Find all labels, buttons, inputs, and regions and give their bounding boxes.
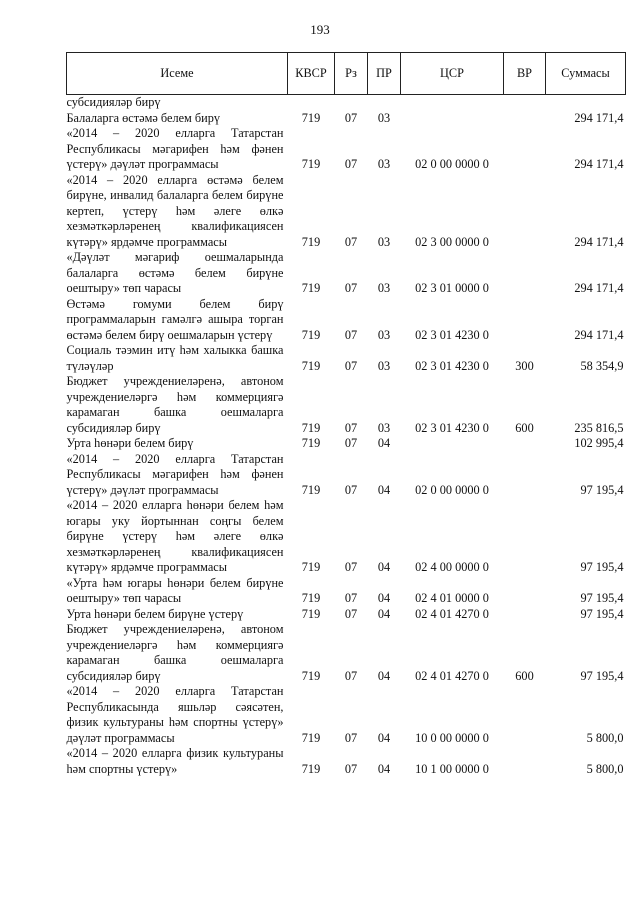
table-body (67, 95, 626, 778)
row-rz: 07 (344, 327, 358, 342)
row-sum: 5 800,0 (586, 761, 624, 776)
row-csr (401, 436, 504, 452)
row-pr: 04 (377, 668, 391, 683)
row-pr: 04 (377, 730, 391, 745)
row-kvsr: 719 (301, 110, 321, 125)
row-csr: 02 4 01 4270 0 (415, 606, 489, 621)
table-row (67, 297, 626, 344)
row-kvsr: 719 (301, 591, 321, 605)
row-csr: 10 1 00 0000 0 (415, 761, 489, 776)
table-row (67, 250, 626, 297)
row-sum: 235 816,5 (574, 420, 624, 435)
row-name: Урта һөнәри белем бирүне үстерү (66, 606, 244, 621)
row-pr: 03 (377, 358, 391, 373)
row-name: «2014 – 2020 елларга өстәмә белем бирүне, инвалид балаларга белем бирүне кертеп, үстерү һәм әлеге өлкә хезмәткәрләренең квалификациясен күтәрү» ярдәмче программасы (66, 172, 284, 249)
row-csr: 02 3 01 4230 0 (415, 420, 489, 435)
row-csr (401, 111, 504, 127)
row-vr: 600 (515, 420, 534, 435)
row-csr: 02 0 00 0000 0 (415, 482, 489, 497)
row-rz: 07 (344, 436, 358, 450)
row-kvsr: 719 (301, 234, 321, 249)
table-row (67, 374, 626, 436)
row-vr (504, 436, 546, 452)
row-csr: 02 3 01 4230 0 (415, 327, 489, 342)
table-row (67, 684, 626, 746)
row-kvsr: 719 (301, 606, 321, 621)
row-pr: 03 (377, 110, 391, 125)
row-pr: 03 (377, 234, 391, 249)
row-kvsr: 719 (301, 327, 321, 342)
row-sum: 97 195,4 (580, 560, 624, 574)
table-row (67, 111, 626, 127)
table-row (67, 343, 626, 374)
row-kvsr: 719 (301, 281, 321, 295)
header-vr: ВР (504, 53, 546, 95)
row-name: «2014 – 2020 елларга Татарстан Республикасы мәгарифен һәм фәнен үстерү» дәүләт программасы (66, 451, 284, 497)
row-sum: 294 171,4 (574, 234, 624, 249)
row-name: «2014 – 2020 елларга физик культураны һәм спортны үстерү» (66, 746, 284, 776)
row-sum (546, 95, 626, 111)
header-csr: ЦСР (401, 53, 504, 95)
row-kvsr: 719 (301, 668, 321, 683)
table-row (67, 173, 626, 251)
budget-table (66, 52, 626, 777)
table-row (67, 576, 626, 607)
row-rz (335, 95, 368, 111)
row-sum: 294 171,4 (574, 157, 624, 171)
row-name: Урта һөнәри белем бирү (66, 436, 194, 450)
table-row (67, 452, 626, 499)
row-kvsr: 719 (301, 420, 321, 435)
row-sum: 97 195,4 (580, 482, 624, 497)
row-pr: 03 (377, 281, 391, 295)
row-rz: 07 (344, 560, 358, 574)
row-sum: 294 171,4 (574, 327, 624, 342)
row-csr: 02 0 00 0000 0 (415, 157, 489, 171)
row-kvsr: 719 (301, 436, 321, 450)
row-kvsr: 719 (301, 761, 321, 776)
row-vr (504, 452, 546, 499)
row-vr (504, 576, 546, 607)
row-kvsr: 719 (301, 157, 321, 171)
row-name: «Дәүләт мәгариф оешмаларында балаларга өстәмә белем бирүне оештыру» төп чарасы (66, 250, 284, 295)
row-vr (504, 173, 546, 251)
row-rz: 07 (344, 234, 358, 249)
row-vr (504, 297, 546, 344)
row-vr (504, 607, 546, 623)
table-row (67, 126, 626, 173)
table-row (67, 607, 626, 623)
row-rz: 07 (344, 761, 358, 776)
row-vr (504, 498, 546, 576)
row-vr: 300 (515, 358, 534, 373)
row-vr (504, 746, 546, 777)
header-pr: ПР (368, 53, 401, 95)
row-name: «2014 – 2020 елларга Татарстан Республикасы мәгарифен һәм фәнен үстерү» дәүләт программасы (66, 126, 284, 171)
row-vr (504, 111, 546, 127)
row-sum: 294 171,4 (574, 110, 624, 125)
row-sum: 102 995,4 (574, 436, 624, 450)
row-csr: 10 0 00 0000 0 (415, 730, 489, 745)
row-sum: 97 195,4 (580, 606, 624, 621)
row-name: Өстәмә гомуми белем бирү программаларын гамәлгә ашыра торган өстәмә белем бирү оешмаларын үстерү (66, 296, 284, 342)
row-sum: 97 195,4 (580, 668, 624, 683)
row-rz: 07 (344, 591, 358, 605)
row-rz: 07 (344, 358, 358, 373)
page-number: 193 (310, 22, 330, 37)
row-rz: 07 (344, 668, 358, 683)
row-rz: 07 (344, 606, 358, 621)
row-pr: 03 (377, 157, 391, 171)
row-pr: 04 (377, 606, 391, 621)
row-pr: 03 (377, 327, 391, 342)
table-header-row (67, 53, 626, 95)
table-row (67, 622, 626, 684)
table-row (67, 95, 626, 111)
row-vr (504, 126, 546, 173)
row-csr: 02 3 01 4230 0 (415, 358, 489, 373)
row-name: «2014 – 2020 елларга Татарстан Республикасында яшьләр сәясәтен, физик культураны һәм спортны үстерү» дәүләт программасы (66, 684, 284, 745)
row-pr: 04 (377, 761, 391, 776)
row-rz: 07 (344, 281, 358, 295)
row-name: Бюджет учреждениеләренә, автоном учреждениеләргә һәм коммерциягә карамаган башка оешмаларга субсидияләр бирү (66, 374, 284, 435)
header-kvsr: КВСР (288, 53, 335, 95)
table-row (67, 746, 626, 777)
row-rz: 07 (344, 110, 358, 125)
row-pr (368, 95, 401, 111)
row-vr (504, 95, 546, 111)
header-name: Исеме (67, 53, 288, 95)
row-kvsr (288, 95, 335, 111)
header-sum: Суммасы (546, 53, 626, 95)
row-pr: 03 (377, 420, 391, 435)
row-name: «2014 – 2020 елларга һөнәри белем һәм югары уку йортыннан соңгы белем бирүне үстерү һәм әлеге өлкә хезмәткәрләренең квалификациясен күтәрү» ярдәмче программасы (66, 498, 284, 574)
table-row (67, 436, 626, 452)
row-name: субсидияләр бирү (66, 95, 161, 109)
row-csr (401, 95, 504, 111)
row-csr: 02 4 00 0000 0 (415, 560, 489, 574)
row-rz: 07 (344, 157, 358, 171)
row-vr (504, 250, 546, 297)
row-rz: 07 (344, 482, 358, 497)
row-kvsr: 719 (301, 730, 321, 745)
table-row (67, 498, 626, 576)
row-rz: 07 (344, 730, 358, 745)
row-pr: 04 (377, 560, 391, 574)
row-csr: 02 4 01 0000 0 (415, 591, 489, 605)
row-csr: 02 3 00 0000 0 (415, 234, 489, 249)
header-rz: Рз (335, 53, 368, 95)
row-name: «Урта һәм югары һөнәри белем бирүне оештыру» төп чарасы (66, 575, 284, 605)
row-sum: 294 171,4 (574, 281, 624, 295)
row-pr: 04 (377, 482, 391, 497)
row-csr: 02 4 01 4270 0 (415, 668, 489, 683)
row-pr: 04 (377, 436, 391, 450)
row-csr: 02 3 01 0000 0 (415, 281, 489, 295)
row-vr (504, 684, 546, 746)
row-name: Бюджет учреждениеләренә, автоном учреждениеләргә һәм коммерциягә карамаган башка оешмаларга субсидияләр бирү (66, 622, 284, 683)
row-pr: 04 (377, 591, 391, 605)
row-name: Социаль тәэмин итү һәм халыкка башка түләүләр (66, 343, 284, 373)
row-kvsr: 719 (301, 560, 321, 574)
row-kvsr: 719 (301, 358, 321, 373)
row-kvsr: 719 (301, 482, 321, 497)
row-sum: 58 354,9 (580, 358, 624, 373)
row-name: Балаларга өстәмә белем бирү (66, 110, 221, 125)
row-rz: 07 (344, 420, 358, 435)
row-sum: 5 800,0 (586, 730, 624, 745)
row-vr: 600 (515, 668, 534, 683)
row-sum: 97 195,4 (580, 591, 624, 605)
